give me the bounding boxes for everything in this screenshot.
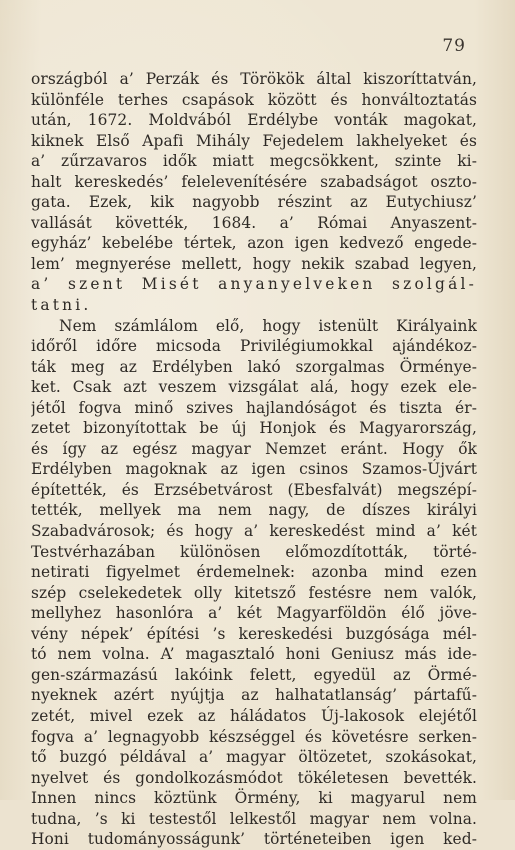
- text-line: országból a’ Perzák és Törökök által kiszoríttatván,: [31, 70, 477, 88]
- text-line: Erdélyben magoknak az igen csinos Szamos-Újvárt: [31, 460, 477, 479]
- text-line: lem’ megnyerése mellett, hogy nekik szabad legyen,: [31, 254, 477, 273]
- body-text: [31, 69, 477, 850]
- text-line: jétől fogva minő szives hajlandóságot és tiszta ér-: [31, 398, 477, 417]
- text-line: a’ zűrzavaros idők miatt megcsökkent, szinte ki-: [31, 152, 477, 171]
- text-line: halt kereskedés’ felelevenítésére szabadságot oszto-: [31, 172, 477, 191]
- text-line: tudna, ’s ki testestől lelkestől magyar nem volna.: [31, 809, 477, 828]
- text-line: gata. Ezek, kik nagyobb részint az Eutychiusz’: [31, 193, 477, 212]
- text-line: ket. Csak azt veszem vizsgálat alá, hogy ezek ele-: [31, 378, 477, 397]
- text-line: Szabadvárosok; és hogy a’ kereskedést mind a’ két: [31, 522, 477, 541]
- text-line: vallását követték, 1684. a’ Római Anyaszent-: [31, 213, 477, 232]
- text-line: tő buzgó példával a’ magyar öltözetet, szokásokat,: [31, 748, 477, 767]
- text-line: fogva a’ legnagyobb készséggel és követésre serken-: [31, 727, 477, 746]
- text-line: Honi tudományosságunk’ történeteiben igen ked-: [31, 830, 477, 849]
- page-number: 79: [442, 36, 466, 56]
- text-line: nyelvet és gondolkozásmódot tökéletesen bevették.: [31, 768, 477, 787]
- text-line: tették, mellyek ma nem nagy, de díszes királyi: [31, 501, 477, 520]
- text-line: Testvérhazában különösen előmozdították, törté-: [31, 542, 477, 561]
- text-line: vény népek’ építési ’s kereskedési buzgósága mél-: [31, 624, 477, 643]
- text-line: különféle terhes csapások között és honváltoztatás: [31, 90, 477, 109]
- text-line: tatni.: [31, 296, 92, 315]
- text-line: zetet bizonyítottak be új Honjok és Magyarország,: [31, 419, 477, 438]
- text-line: mellyhez hasonlóra a’ két Magyarföldön élő jöve-: [31, 604, 477, 623]
- text-line: ták meg az Erdélyben lakó szorgalmas Örménye-: [31, 357, 477, 376]
- text-line: nyeknek azért nyújtja az halhatatlanság’ pártafű-: [31, 686, 477, 705]
- text-line: és így az egész magyar Nemzet eránt. Hogy ők: [31, 439, 477, 458]
- text-line: zetét, mivel ezek az háládatos Új-lakosok elejétől: [31, 706, 477, 725]
- text-line: gen-származású lakóink felett, egyedül az Örmé-: [31, 665, 477, 684]
- text-line: kiknek Első Apafi Mihály Fejedelem lakhelyeket és: [31, 131, 477, 150]
- text-line: netirati figyelmet érdemelnek: azonba mind ezen: [31, 563, 477, 582]
- text-line: Innen nincs köztünk Örmény, ki magyarul nem: [31, 789, 477, 808]
- text-line: után, 1672. Moldvából Erdélybe vonták magokat,: [31, 111, 477, 130]
- text-line: tó nem volna. A’ magasztaló honi Geniusz más ide-: [31, 645, 477, 664]
- text-line: szép cselekedetek olly kitetsző festésre nem valók,: [31, 583, 477, 602]
- text-line: építették, és Erzsébetvárost (Ebesfalvát) megszépí-: [31, 480, 477, 499]
- text-line: időről időre micsoda Privilégiumokkal ajándékoz-: [31, 337, 477, 356]
- text-line: egyház’ kebelébe tértek, azon igen kedvező engede-: [31, 234, 477, 253]
- text-line: a’ szent Misét anyanyelveken szolgál-: [31, 275, 477, 294]
- text-line: Nem számlálom elő, hogy istenült Királyaink: [59, 316, 477, 335]
